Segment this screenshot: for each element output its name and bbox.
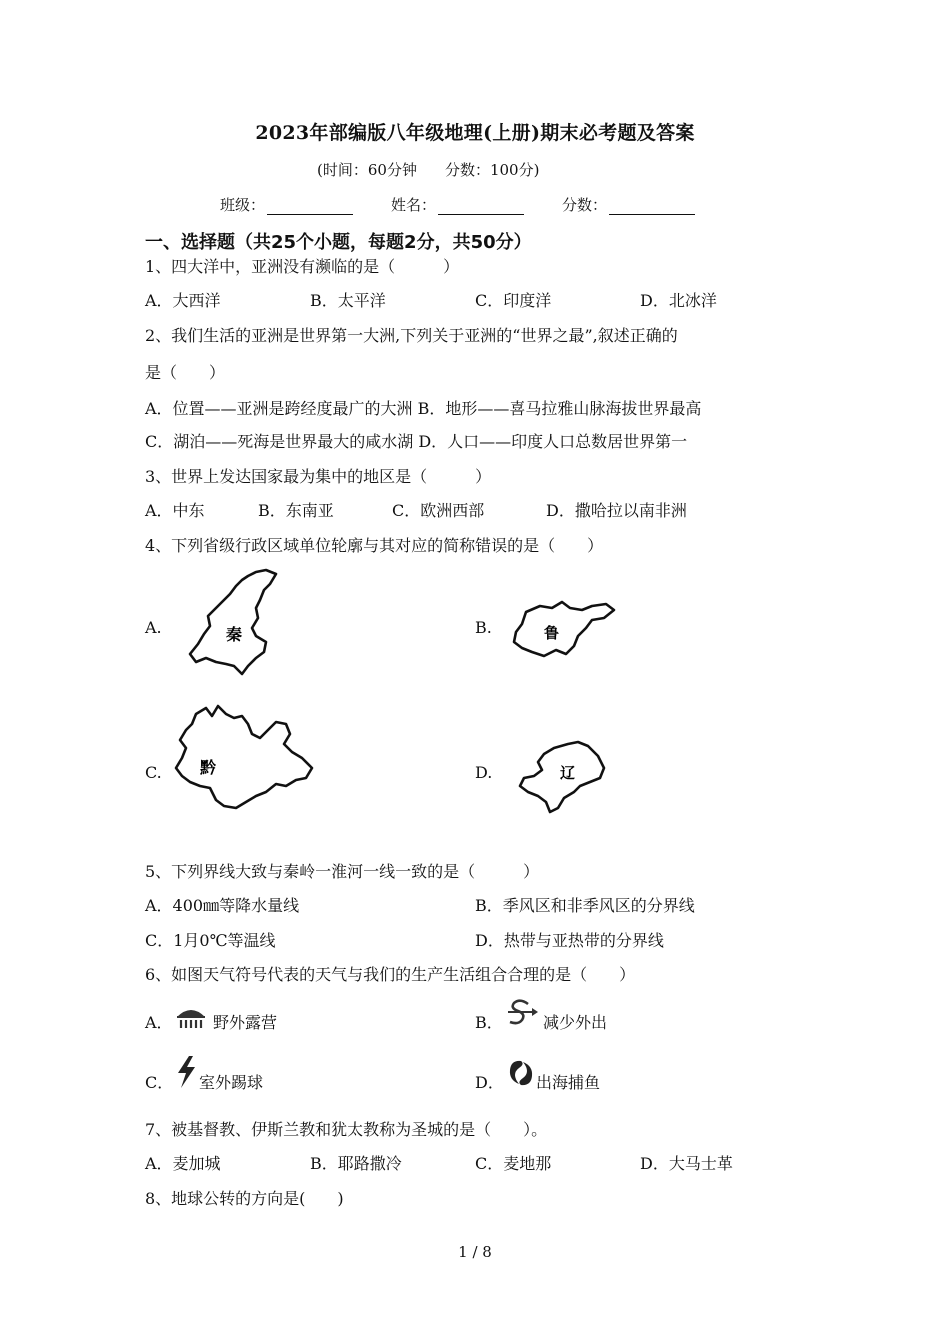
- question-8: 8、地球公转的方向是( ): [145, 1189, 344, 1208]
- sandstorm-weather-icon: [506, 998, 542, 1032]
- map-c-label: 黔: [200, 758, 217, 777]
- q3-option-b[interactable]: B．东南亚: [258, 501, 334, 520]
- q7-option-d[interactable]: D．大马士革: [640, 1154, 733, 1173]
- map-d-label: 辽: [560, 764, 576, 782]
- question-4: 4、下列省级行政区域单位轮廓与其对应的简称错误的是（ ）: [145, 536, 604, 555]
- q7-option-c[interactable]: C．麦地那: [475, 1154, 552, 1173]
- q1-option-d[interactable]: D．北冰洋: [640, 291, 717, 310]
- q3-option-c[interactable]: C．欧洲西部: [392, 501, 485, 520]
- q6-option-c[interactable]: 室外踢球: [199, 1073, 264, 1092]
- q3-option-a[interactable]: A．中东: [145, 501, 205, 520]
- shandong-outline-map: [508, 598, 618, 660]
- question-2-cont: 是（ ）: [145, 363, 226, 382]
- q4-option-d[interactable]: D.: [475, 763, 493, 782]
- q5-option-a[interactable]: A．400㎜等降水量线: [145, 896, 300, 915]
- name-blank[interactable]: [438, 197, 524, 215]
- name-label: 姓名：: [391, 196, 437, 214]
- q5-option-d[interactable]: D．热带与亚热带的分界线: [475, 931, 664, 950]
- lightning-weather-icon: [174, 1055, 198, 1093]
- q7-option-b[interactable]: B．耶路撒冷: [310, 1154, 402, 1173]
- shaanxi-outline-map: [186, 566, 282, 676]
- typhoon-weather-icon: [507, 1058, 535, 1092]
- class-field: [220, 194, 353, 215]
- q6-option-b[interactable]: 减少外出: [543, 1013, 608, 1032]
- page-title: 2023年部编版八年级地理(上册)期末必考题及答案: [255, 122, 695, 144]
- page-number: 1 / 8: [458, 1243, 492, 1261]
- q4-option-c[interactable]: C.: [145, 763, 162, 782]
- q5-option-c[interactable]: C．1月0℃等温线: [145, 931, 276, 950]
- q3-option-d[interactable]: D．撒哈拉以南非洲: [546, 501, 687, 520]
- q2-options-ab[interactable]: A．位置——亚洲是跨经度最广的大洲 B．地形——喜马拉雅山脉海拔世界最高: [145, 399, 702, 418]
- q6-option-a-letter[interactable]: A．: [145, 1013, 173, 1032]
- guizhou-outline-map: [172, 700, 317, 815]
- class-label: 班级：: [220, 196, 266, 214]
- q5-option-b[interactable]: B．季风区和非季风区的分界线: [475, 896, 695, 915]
- q1-option-a[interactable]: A．大西洋: [145, 291, 221, 310]
- q1-option-b[interactable]: B．太平洋: [310, 291, 386, 310]
- q6-option-c-letter[interactable]: C．: [145, 1073, 174, 1092]
- q2-options-cd[interactable]: C．湖泊——死海是世界最大的咸水湖 D．人口——印度人口总数居世界第一: [145, 432, 688, 451]
- map-a-label: 秦: [226, 625, 243, 644]
- q4-option-b[interactable]: B.: [475, 618, 492, 637]
- rain-weather-icon: [173, 1003, 209, 1035]
- q6-option-d-letter[interactable]: D．: [475, 1073, 504, 1092]
- question-6: 6、如图天气符号代表的天气与我们的生产生活组合合理的是（ ）: [145, 965, 636, 984]
- q6-option-d[interactable]: 出海捕鱼: [536, 1073, 601, 1092]
- student-info: [220, 194, 733, 215]
- exam-info: [317, 159, 539, 180]
- q1-option-c[interactable]: C．印度洋: [475, 291, 552, 310]
- exam-score: 分数：100分): [444, 161, 540, 179]
- section-heading: 一、选择题（共25个小题，每题2分，共50分）: [145, 232, 532, 253]
- class-blank[interactable]: [267, 197, 353, 215]
- map-b-label: 鲁: [544, 624, 560, 642]
- score-field: [562, 194, 695, 215]
- liaoning-outline-map: [514, 738, 610, 816]
- question-7: 7、被基督教、伊斯兰教和犹太教称为圣城的是（ ）。: [145, 1120, 548, 1139]
- q4-option-a[interactable]: A.: [145, 618, 162, 637]
- q6-option-a[interactable]: 野外露营: [213, 1013, 278, 1032]
- q7-option-a[interactable]: A．麦加城: [145, 1154, 221, 1173]
- name-field: [391, 194, 524, 215]
- question-5: 5、下列界线大致与秦岭一淮河一线一致的是（ ）: [145, 862, 540, 881]
- exam-time: (时间：60分钟: [317, 161, 417, 179]
- question-1: 1、四大洋中，亚洲没有濒临的是（ ）: [145, 257, 460, 276]
- score-label: 分数：: [562, 196, 608, 214]
- q6-option-b-letter[interactable]: B．: [475, 1013, 503, 1032]
- score-blank[interactable]: [609, 197, 695, 215]
- question-2: 2、我们生活的亚洲是世界第一大洲,下列关于亚洲的“世界之最”,叙述正确的: [145, 326, 678, 345]
- question-3: 3、世界上发达国家最为集中的地区是（ ）: [145, 467, 492, 486]
